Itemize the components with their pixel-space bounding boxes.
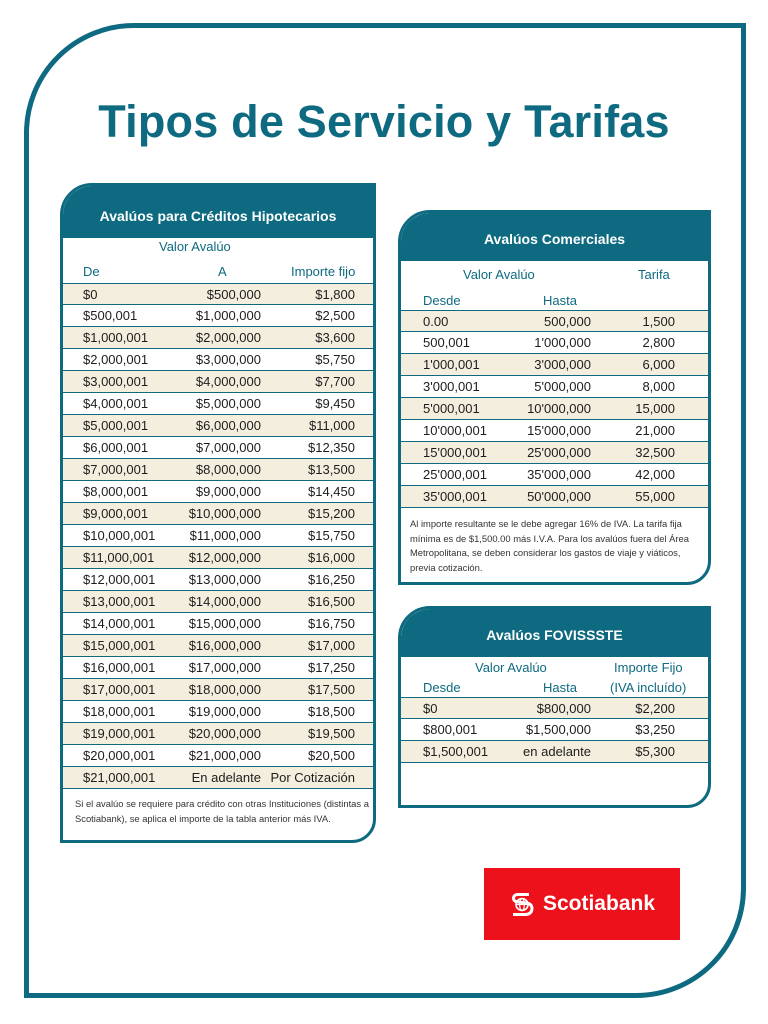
- fovissste-col-importe-sub: (IVA incluído): [610, 680, 687, 695]
- table-cell: $1,000,001: [83, 330, 149, 345]
- table-row: [401, 354, 708, 376]
- table-cell: $15,000,001: [83, 638, 156, 653]
- table-cell: $8,000,000: [195, 462, 261, 477]
- table-cell: 6,000: [642, 357, 675, 372]
- table-row: [401, 332, 708, 354]
- table-cell: $5,750: [315, 352, 355, 367]
- table-row: [401, 486, 708, 508]
- table-cell: $9,450: [315, 396, 355, 411]
- table-cell: $800,001: [423, 722, 478, 737]
- table-cell: 5'000,000: [534, 379, 591, 394]
- table-cell: $2,000,000: [195, 330, 261, 345]
- table-row: [63, 415, 373, 437]
- fovissste-col-hasta: Hasta: [543, 680, 577, 695]
- table-cell: 1,500: [642, 313, 675, 329]
- table-row: [401, 697, 708, 719]
- table-cell: $0: [83, 286, 98, 302]
- table-cell: $15,000,000: [188, 616, 261, 631]
- table-cell: $1,000,000: [195, 308, 261, 323]
- table-cell: $5,000,000: [195, 396, 261, 411]
- table-cell: $12,350: [308, 440, 355, 455]
- table-cell: 25'000,000: [527, 445, 591, 460]
- table-row: [63, 679, 373, 701]
- table-cell: $14,450: [308, 484, 355, 499]
- table-cell: $17,500: [308, 682, 355, 697]
- table-cell: $13,000,000: [188, 572, 261, 587]
- table-row: [63, 349, 373, 371]
- table-cell: En adelante: [191, 770, 261, 785]
- table-cell: $10,000,001: [83, 528, 156, 543]
- table-cell: $3,250: [635, 722, 675, 737]
- table-cell: 500,001: [423, 335, 470, 350]
- table-cell: $2,000,001: [83, 352, 149, 367]
- table-cell: $4,000,000: [195, 374, 261, 389]
- table-cell: 15'000,001: [423, 445, 487, 460]
- table-cell: $0: [423, 700, 438, 716]
- table-cell: 8,000: [642, 379, 675, 394]
- table-cell: $19,000,001: [83, 726, 156, 741]
- table-row: [401, 310, 708, 332]
- table-row: [63, 503, 373, 525]
- table-cell: 50'000,000: [527, 489, 591, 504]
- table-cell: $9,000,000: [195, 484, 261, 499]
- table-row: [63, 591, 373, 613]
- table-cell: $4,000,001: [83, 396, 149, 411]
- table-cell: $14,000,001: [83, 616, 156, 631]
- scotiabank-logo: [484, 868, 680, 940]
- table-cell: $8,000,001: [83, 484, 149, 499]
- table-row: [401, 719, 708, 741]
- table-row: [63, 393, 373, 415]
- table-cell: 15'000,000: [527, 423, 591, 438]
- comerciales-col-hasta: Hasta: [543, 293, 577, 308]
- table-cell: $7,700: [315, 374, 355, 389]
- table-cell: 25'000,001: [423, 467, 487, 482]
- table-cell: $16,750: [308, 616, 355, 631]
- fovissste-col-desde: Desde: [423, 680, 461, 695]
- table-row: [63, 569, 373, 591]
- fovissste-col-importe: Importe Fijo: [614, 660, 683, 675]
- table-cell: 2,800: [642, 335, 675, 350]
- hipotecarios-col-importe: Importe fijo: [291, 264, 356, 279]
- table-cell: en adelante: [523, 744, 591, 759]
- table-cell: $16,500: [308, 594, 355, 609]
- table-row: [63, 547, 373, 569]
- comerciales-heading: Avalúos Comerciales: [401, 213, 708, 261]
- table-cell: $19,500: [308, 726, 355, 741]
- table-cell: 0.00: [423, 313, 449, 329]
- comerciales-col-tarifa: Tarifa: [638, 267, 670, 282]
- table-cell: $10,000,000: [188, 506, 261, 521]
- table-cell: 35'000,000: [527, 467, 591, 482]
- table-cell: $1,800: [315, 286, 355, 302]
- table-cell: $18,000,000: [188, 682, 261, 697]
- table-cell: 500,000: [544, 313, 591, 329]
- table-cell: $500,000: [206, 286, 261, 302]
- table-cell: 21,000: [635, 423, 675, 438]
- table-cell: Por Cotización: [270, 770, 355, 785]
- table-cell: $20,000,000: [188, 726, 261, 741]
- table-row: [63, 635, 373, 657]
- table-cell: $16,000: [308, 550, 355, 565]
- table-cell: 15,000: [635, 401, 675, 416]
- table-cell: $16,000,000: [188, 638, 261, 653]
- table-cell: $7,000,000: [195, 440, 261, 455]
- table-row: [63, 723, 373, 745]
- scotiabank-wordmark: Scotiabank: [542, 892, 656, 915]
- table-cell: 3'000,001: [423, 379, 480, 394]
- table-cell: $15,200: [308, 506, 355, 521]
- table-cell: 32,500: [635, 445, 675, 460]
- table-row: [401, 398, 708, 420]
- table-cell: 42,000: [635, 467, 675, 482]
- table-cell: $12,000,001: [83, 572, 156, 587]
- hipotecarios-note: Si el avalúo se requiere para crédito con otras Instituciones (distintas a Scotiabank), se aplica el importe de la tabla anterior más IVA.: [75, 798, 369, 824]
- fovissste-group-label: Valor Avalúo: [475, 660, 547, 675]
- table-cell: $16,000,001: [83, 660, 156, 675]
- table-cell: $11,000: [308, 418, 355, 433]
- table-row: [401, 464, 708, 486]
- table-cell: $7,000,001: [83, 462, 149, 477]
- table-cell: $9,000,001: [83, 506, 149, 521]
- table-cell: $18,500: [308, 704, 355, 719]
- table-cell: $17,250: [308, 660, 355, 675]
- table-cell: $17,000,000: [188, 660, 261, 675]
- table-cell: $13,000,001: [83, 594, 156, 609]
- table-row: [63, 481, 373, 503]
- table-cell: $6,000,001: [83, 440, 149, 455]
- table-row: [63, 767, 373, 789]
- table-row: [401, 442, 708, 464]
- page-title: Tipos de Servicio y Tarifas: [98, 96, 670, 147]
- comerciales-card: [398, 210, 711, 585]
- table-cell: $800,000: [536, 700, 591, 716]
- table-cell: $3,600: [315, 330, 355, 345]
- table-row: [63, 437, 373, 459]
- table-row: [63, 613, 373, 635]
- table-cell: $5,300: [635, 744, 675, 759]
- table-cell: $500,001: [83, 308, 138, 323]
- fovissste-heading: Avalúos FOVISSSTE: [401, 609, 708, 657]
- table-row: [401, 741, 708, 763]
- table-row: [63, 525, 373, 547]
- table-cell: 1'000,001: [423, 357, 480, 372]
- table-cell: $21,000,001: [83, 770, 156, 785]
- hipotecarios-card: [60, 183, 376, 843]
- table-cell: $1,500,001: [423, 744, 489, 759]
- table-cell: $20,500: [308, 748, 355, 763]
- table-row: [63, 283, 373, 305]
- table-cell: $5,000,001: [83, 418, 149, 433]
- table-cell: 35'000,001: [423, 489, 487, 504]
- table-row: [63, 327, 373, 349]
- table-cell: 1'000,000: [534, 335, 591, 350]
- table-row: [63, 701, 373, 723]
- table-cell: $11,000,001: [83, 550, 155, 565]
- table-row: [63, 305, 373, 327]
- table-cell: $1,500,000: [525, 722, 591, 737]
- comerciales-group-label: Valor Avalúo: [463, 267, 535, 282]
- table-cell: $17,000,001: [83, 682, 156, 697]
- table-cell: 55,000: [635, 489, 675, 504]
- table-row: [401, 376, 708, 398]
- comerciales-note: Al importe resultante se le debe agregar 16% de IVA. La tarifa fija mínima es de $1,500.00 más I.V.A. Para los avalúos fuera del Área Metropolitana, se deben considerar los gastos de viaje y viáticos, previa cotización.: [410, 518, 689, 573]
- fovissste-card: [398, 606, 711, 808]
- table-row: [63, 459, 373, 481]
- table-cell: $12,000,000: [188, 550, 261, 565]
- table-cell: 10'000,000: [527, 401, 591, 416]
- table-cell: 5'000,001: [423, 401, 480, 416]
- table-cell: $19,000,000: [188, 704, 261, 719]
- table-row: [63, 745, 373, 767]
- table-cell: $6,000,000: [195, 418, 261, 433]
- hipotecarios-col-de: De: [83, 264, 100, 279]
- table-cell: $13,500: [308, 462, 355, 477]
- table-cell: $16,250: [308, 572, 355, 587]
- table-cell: $21,000,000: [188, 748, 261, 763]
- table-cell: $17,000: [308, 638, 355, 653]
- table-cell: $11,000,000: [189, 528, 261, 543]
- table-cell: $20,000,001: [83, 748, 156, 763]
- scotiabank-s-globe-icon: [509, 890, 535, 918]
- table-cell: $3,000,000: [195, 352, 261, 367]
- hipotecarios-group-label: Valor Avalúo: [159, 239, 231, 254]
- table-row: [63, 657, 373, 679]
- table-cell: $14,000,000: [188, 594, 261, 609]
- comerciales-col-desde: Desde: [423, 293, 461, 308]
- table-cell: 10'000,001: [423, 423, 487, 438]
- hipotecarios-col-a: A: [218, 264, 227, 279]
- table-cell: 3'000,000: [534, 357, 591, 372]
- table-row: [63, 371, 373, 393]
- table-cell: $3,000,001: [83, 374, 149, 389]
- hipotecarios-heading: Avalúos para Créditos Hipotecarios: [63, 186, 373, 238]
- table-cell: $2,200: [635, 700, 675, 716]
- table-cell: $15,750: [308, 528, 355, 543]
- table-cell: $2,500: [315, 308, 355, 323]
- table-row: [401, 420, 708, 442]
- table-cell: $18,000,001: [83, 704, 156, 719]
